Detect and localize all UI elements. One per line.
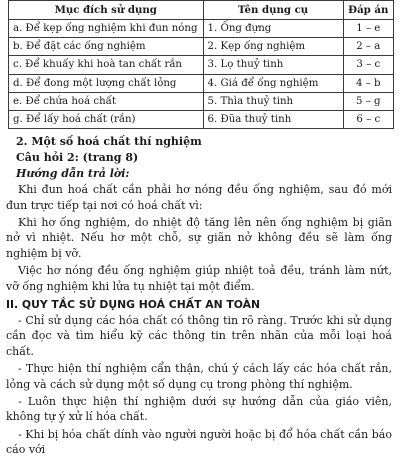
answer-guide-label: Hướng dẫn trả lời: [16, 167, 130, 181]
matching-table [8, 0, 394, 129]
section-2-heading: 2. Một số hoá chất thí nghiệm [16, 135, 202, 149]
paragraph: - Khi bị hóa chất dính vào người người hoặc bị đổ hóa chất cần báo cáo với [6, 427, 392, 457]
answer-cell: 6 – c [343, 110, 393, 128]
answer-cell: 3 – c [343, 56, 393, 74]
table-row [9, 92, 394, 110]
answer-cell: 1 – e [343, 20, 393, 38]
answer-cell: 5 – g [343, 92, 393, 110]
paragraph: Khi đun hoá chất cần phải hơ nóng đều ống nghiệm, sau đó mới đun trực tiếp tại nơi có hoá chất vì: [6, 183, 392, 212]
header-purpose: Mục đích sử dụng [9, 1, 204, 20]
table-row [9, 74, 394, 92]
purpose-cell: b. Để đặt các ống nghiệm [9, 38, 204, 56]
table-row [9, 20, 394, 38]
paragraph: Khi hơ ống nghiệm, do nhiệt độ tăng lên nên ống nghiệm bị giãn nở vì nhiệt. Nếu hơ một chỗ, sự giãn nở không đều sẽ làm ống nghiệm bị vỡ. [6, 215, 392, 260]
table-row [9, 56, 394, 74]
paragraph: - Chỉ sử dụng các hóa chất có thông tin rõ ràng. Trước khi sử dụng cần đọc và tìm hiểu kỹ các thông tin trên nhãn của mỗi loại hoá chất. [6, 313, 392, 358]
tool-cell: 3. Lọ thuỷ tinh [203, 56, 343, 74]
tool-cell: 4. Giá để ống nghiệm [203, 74, 343, 92]
paragraph: - Thực hiện thí nghiệm cẩn thận, chú ý cách lấy các hóa chất rắn, lỏng và cách sử dụng một số dụng cụ trong phòng thí nghiệm. [6, 362, 392, 391]
purpose-cell: a. Để kẹp ống nghiệm khi đun nóng [9, 20, 204, 38]
question-label: Câu hỏi 2: (trang 8) [16, 151, 139, 165]
tool-cell: 2. Kẹp ống nghiệm [203, 38, 343, 56]
tool-cell: 5. Thìa thuỷ tinh [203, 92, 343, 110]
paragraph: Việc hơ nóng đều ống nghiệm giúp nhiệt toả đều, tránh làm nứt, vỡ ống nghiệm khi lửa tụ nhiệt tại một điểm. [6, 264, 392, 293]
table-row [9, 110, 394, 128]
tool-cell: 6. Đũa thuỷ tinh [203, 110, 343, 128]
paragraph: - Luôn thực hiện thí nghiệm dưới sự hướng dẫn của giáo viên, không tự ý xử lí hóa chất. [6, 395, 392, 424]
purpose-cell: c. Để khuấy khi hoà tan chất rắn [9, 56, 204, 74]
tool-cell: 1. Ống đựng [203, 20, 343, 38]
section-ii-heading: II. QUY TẮC SỬ DỤNG HOÁ CHẤT AN TOÀN [6, 297, 261, 311]
header-tool-name: Tên dụng cụ [203, 1, 343, 20]
table-row [9, 38, 394, 56]
purpose-cell: d. Để đong một lượng chất lỏng [9, 74, 204, 92]
answer-cell: 4 – b [343, 74, 393, 92]
answer-cell: 2 – a [343, 38, 393, 56]
purpose-cell: g. Để lấy hoá chất (rắn) [9, 110, 204, 128]
purpose-cell: e. Để chứa hoá chất [9, 92, 204, 110]
header-answer: Đáp án [343, 1, 393, 20]
table-header-row [9, 1, 394, 20]
